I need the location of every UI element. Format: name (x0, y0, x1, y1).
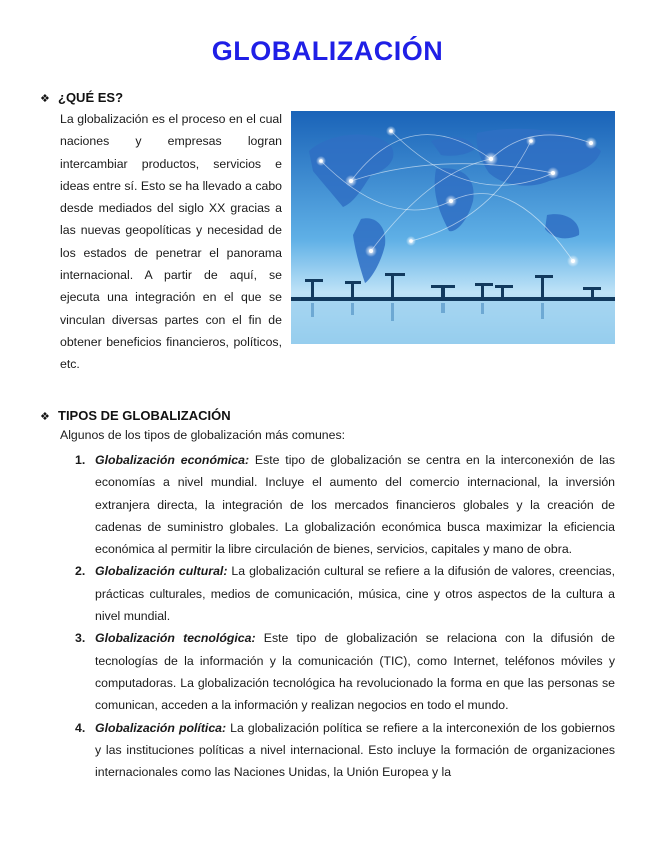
list-item: 4. Globalización política: La globalización política se refiere a la interconexión de los gobiernos y las instituciones políticas a nivel internacional. Esto incluye la formación de organizaciones internacionales como las Naciones Unidas, la Unión Europea y la (75, 720, 616, 780)
page-title: GLOBALIZACIÓN (211, 36, 444, 66)
types-list (75, 449, 616, 783)
section-heading-types (40, 408, 231, 423)
globalization-map-image (291, 111, 615, 344)
diamond-bullet-icon: ❖ (40, 411, 50, 423)
section-heading-text: TIPOS DE GLOBALIZACIÓN (58, 408, 231, 423)
section-heading-text: ¿QUÉ ES? (58, 90, 124, 105)
list-item: 1. Globalización económica: Este tipo de globalización se centra en la interconexión de las economías a nivel mundial. Incluye el aumento del comercio internacional, la inversión extranjera directa, la integración de los mercados financieros globales y la creación de cadenas de suministro globales. La globalización económica busca maximizar la eficiencia económica al permitir la libre circulación de bienes, servicios, capitales y mano de obra. (75, 453, 615, 557)
diamond-bullet-icon: ❖ (40, 93, 50, 105)
list-item: 3. Globalización tecnológica: Este tipo de globalización se relaciona con la difusión de tecnologías de la información y la comunicación (TIC), como Internet, teléfonos móviles y computadoras. La globalización tecnológica ha revolucionado la forma en que las personas se comunican, acceden a la información y realizan negocios en todo el mundo. (75, 631, 615, 713)
section-heading-what-is (40, 90, 123, 105)
types-lead: Algunos de los tipos de globalización más comunes: (60, 428, 346, 442)
intro-paragraph: La globalización es el proceso en el cual naciones y empresas logran intercambiar productos, servicios e ideas entre sí. Esto se ha llevado a cabo desde mediados del siglo XX gracias a las nuevas geopolíticas y necesidad de los estados de penetrar el panorama internacional. A partir de aquí, se ejecuta una integración en el que se vinculan diversas partes con el fin de obtener beneficios financieros, políticos, etc. (60, 112, 282, 372)
list-item: 2. Globalización cultural: La globalización cultural se refiere a la difusión de valores, creencias, prácticas culturales, medios de comunicación, música, cine y otros aspectos de la cultura a nivel mundial. (75, 564, 615, 624)
